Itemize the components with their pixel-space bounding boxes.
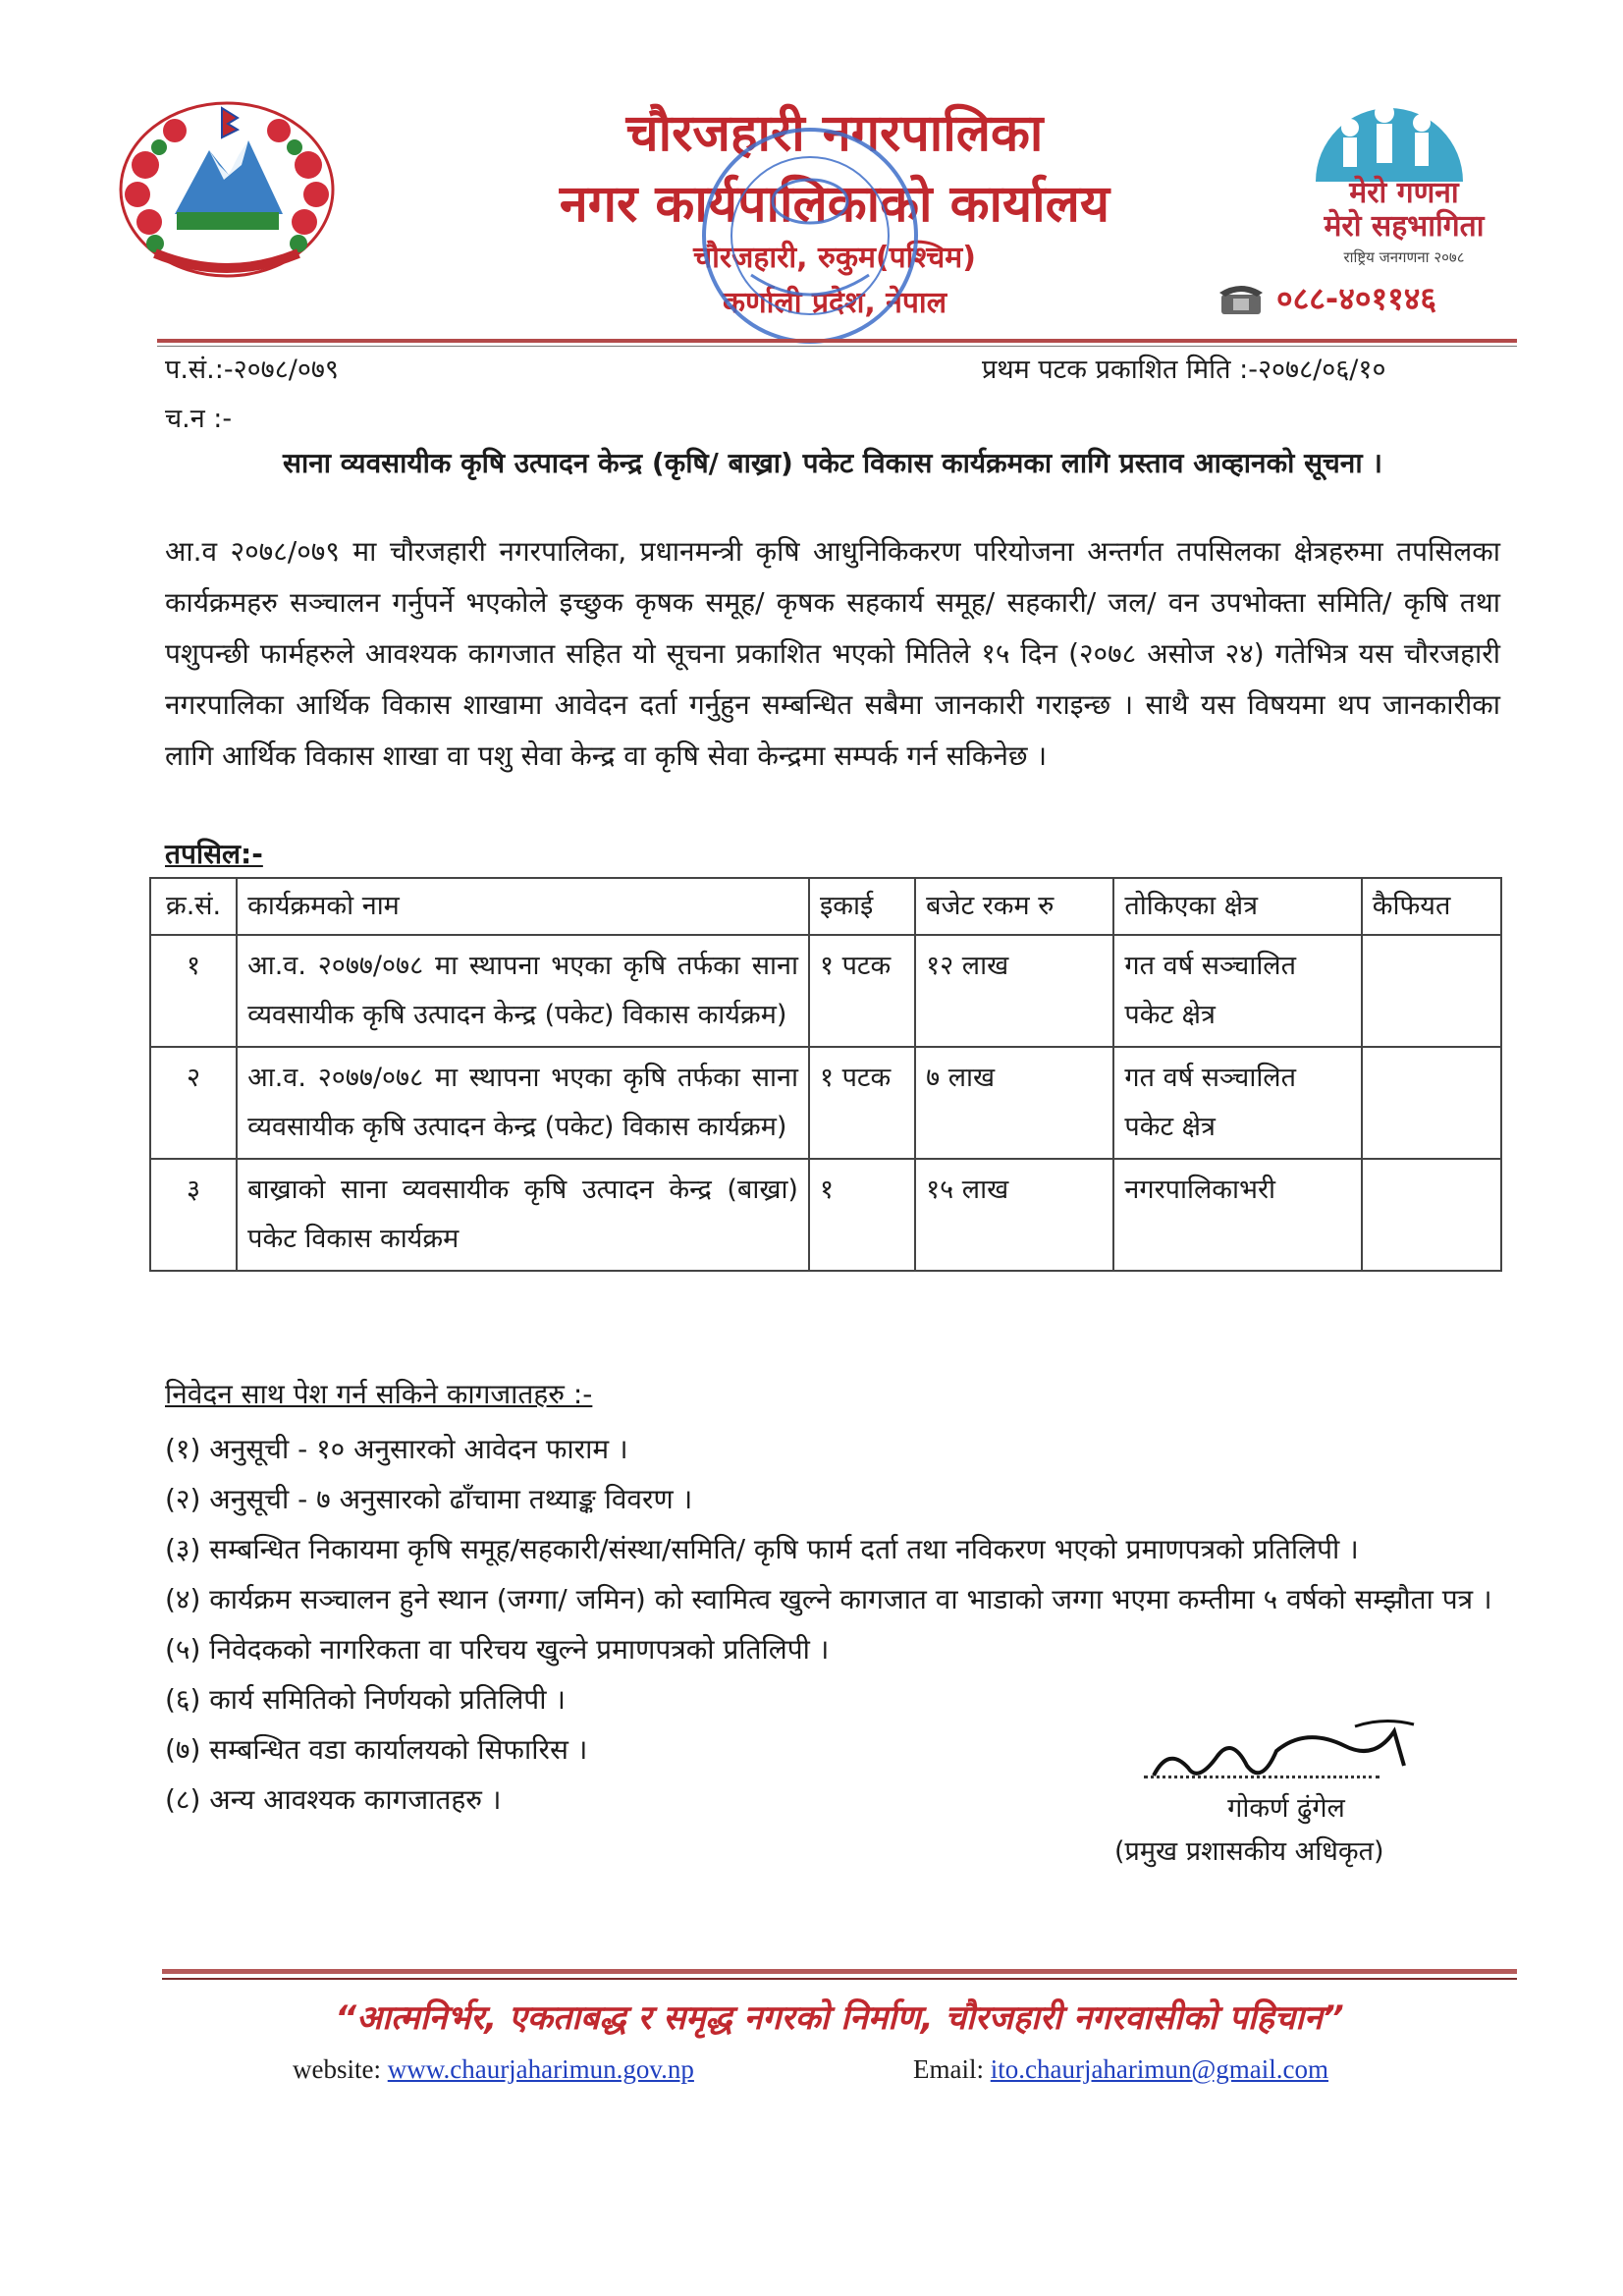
phone-contact (1217, 277, 1436, 319)
list-item: (८) अन्य आवश्यक कागजातहरु । (165, 1783, 502, 1816)
cell-remarks (1362, 1047, 1501, 1159)
signature-line (1144, 1776, 1380, 1778)
cell-unit: १ पटक (809, 935, 915, 1047)
published-date: प्रथम पटक प्रकाशित मिति :-२०७८/०६/१० (982, 355, 1386, 385)
list-item: (६) कार्य समितिको निर्णयको प्रतिलिपी । (165, 1683, 566, 1716)
table-row (150, 935, 1501, 1047)
phone-number: ०८८-४०११४६ (1276, 280, 1437, 317)
cell-remarks (1362, 935, 1501, 1047)
signatory-title: (प्रमुख प्रशासकीय अधिकृत) (1114, 1836, 1384, 1867)
cell-remarks (1362, 1159, 1501, 1271)
footer-divider (162, 1969, 1517, 1974)
email-link[interactable]: ito.chaurjaharimun@gmail.com (990, 2054, 1328, 2084)
table-header-row (150, 878, 1501, 935)
location-line1: चौरजहारी, रुकुम(पश्चिम) (693, 241, 976, 275)
website-label: website: (293, 2054, 381, 2084)
cell-program-name: आ.व. २०७७/०७८ मा स्थापना भएका कृषि तर्फका साना व्यवसायीक कृषि उत्पादन केन्द्र (पकेट) विकास कार्यक्रम) (237, 1047, 809, 1159)
reference-number: प.सं.:-२०७८/०७९ (165, 355, 339, 385)
col-remarks: कैफियत (1362, 878, 1501, 935)
census-slogan (1296, 177, 1512, 267)
census-line1: मेरो गणना (1349, 176, 1459, 210)
list-item: (७) सम्बन्धित वडा कार्यालयको सिफारिस । (165, 1733, 588, 1766)
footer-divider-thin (162, 1978, 1517, 1980)
email-label: Email: (913, 2054, 984, 2084)
cell-budget: १५ लाख (915, 1159, 1113, 1271)
cell-area: गत वर्ष सञ्चालित पकेट क्षेत्र (1113, 1047, 1361, 1159)
documents-heading: निवेदन साथ पेश गर्न सकिने कागजातहरु :- (165, 1378, 593, 1410)
office-seal-stamp (692, 118, 928, 363)
cell-serial: २ (150, 1047, 237, 1159)
list-item: (४) कार्यक्रम सञ्चालन हुने स्थान (जग्गा/ जमिन) को स्वामित्व खुल्ने कागजात वा भाडाको जग्गा भएमा कम्तीमा ५ वर्षको सम्झौता पत्र । (165, 1583, 1492, 1615)
cell-serial: १ (150, 935, 237, 1047)
cell-area: नगरपालिकाभरी (1113, 1159, 1361, 1271)
col-budget: बजेट रकम रु (915, 878, 1113, 935)
list-item: (५) निवेदकको नागरिकता वा परिचय खुल्ने प्रमाणपत्रको प्रतिलिपी । (165, 1633, 830, 1666)
telephone-icon (1217, 281, 1265, 316)
header-divider-thin (157, 346, 1517, 347)
website-line (293, 2054, 694, 2085)
col-serial: क्र.सं. (150, 878, 237, 935)
cell-unit: १ पटक (809, 1047, 915, 1159)
census-line2: मेरो सहभागिता (1324, 209, 1485, 244)
table-row (150, 1047, 1501, 1159)
list-item: (१) अनुसूची - १० अनुसारको आवेदन फाराम । (165, 1433, 628, 1465)
cell-budget: १२ लाख (915, 935, 1113, 1047)
col-program-name: कार्यक्रमको नाम (237, 878, 809, 935)
cell-unit: १ (809, 1159, 915, 1271)
header-divider (157, 339, 1517, 343)
footer-slogan: “आत्मनिर्भर, एकताबद्ध र समृद्ध नगरको निर्माण, चौरजहारी नगरवासीको पहिचान” (335, 1998, 1344, 2038)
office-name: नगर कार्यपालिकाको कार्यालय (559, 175, 1110, 234)
col-area: तोकिएका क्षेत्र (1113, 878, 1361, 935)
cell-budget: ७ लाख (915, 1047, 1113, 1159)
col-unit: इकाई (809, 878, 915, 935)
cell-area: गत वर्ष सञ्चालित पकेट क्षेत्र (1113, 935, 1361, 1047)
org-name: चौरजहारी नगरपालिका (625, 104, 1044, 163)
notice-subject: साना व्यवसायीक कृषि उत्पादन केन्द्र (कृषि/ बाख्रा) पकेट विकास कार्यक्रमका लागि प्रस्ताव आव्हानको सूचना । (283, 447, 1382, 479)
signatory-name: गोकर्ण ढुंगेल (1227, 1793, 1345, 1824)
cell-program-name: आ.व. २०७७/०७८ मा स्थापना भएका कृषि तर्फका साना व्यवसायीक कृषि उत्पादन केन्द्र (पकेट) विकास कार्यक्रम) (237, 935, 809, 1047)
table-row (150, 1159, 1501, 1271)
cell-serial: ३ (150, 1159, 237, 1271)
program-table (149, 877, 1502, 1272)
email-line (913, 2054, 1328, 2085)
website-link[interactable]: www.chaurjaharimun.gov.np (387, 2054, 694, 2084)
location-line2: कर्णाली प्रदेश, नेपाल (722, 286, 947, 320)
notice-body: आ.व २०७८/०७९ मा चौरजहारी नगरपालिका, प्रधानमन्त्री कृषि आधुनिकिकरण परियोजना अन्तर्गत तपसिलका क्षेत्रहरुमा तपसिलका कार्यक्रमहरु सञ्चालन गर्नुपर्ने भएकोले इच्छुक कृषक समूह/ कृषक सहकार्य समूह/ सहकारी/ जल/ वन उपभोक्ता समिति/ कृषि तथा पशुपन्छी फार्महरुले आवश्यक कागजात सहित यो सूचना प्रकाशित भएको मितिले १५ दिन (२०७८ असोज २४) गतेभित्र यस चौरजहारी नगरपालिका आर्थिक विकास शाखामा आवेदन दर्ता गर्नुहुन सम्बन्धित सबैमा जानकारी गराइन्छ । साथै यस विषयमा थप जानकारीका लागि आर्थिक विकास शाखा वा पशु सेवा केन्द्र वा कृषि सेवा केन्द्रमा सम्पर्क गर्न सकिनेछ । (165, 535, 1500, 772)
nepal-emblem-logo (116, 96, 338, 283)
cell-program-name: बाख्राको साना व्यवसायीक कृषि उत्पादन केन्द्र (बाख्रा) पकेट विकास कार्यक्रम (237, 1159, 809, 1271)
dispatch-number: च.न :- (165, 404, 233, 434)
list-item: (२) अनुसूची - ७ अनुसारको ढाँचामा तथ्याङ्क विवरण । (165, 1483, 693, 1515)
census-line3: राष्ट्रिय जनगणना २०७८ (1343, 248, 1465, 266)
details-label: तपसिल:- (165, 838, 263, 870)
list-item: (३) सम्बन्धित निकायमा कृषि समूह/सहकारी/संस्था/समिति/ कृषि फार्म दर्ता तथा नविकरण भएको प्रमाणपत्रको प्रतिलिपी । (165, 1533, 1359, 1565)
